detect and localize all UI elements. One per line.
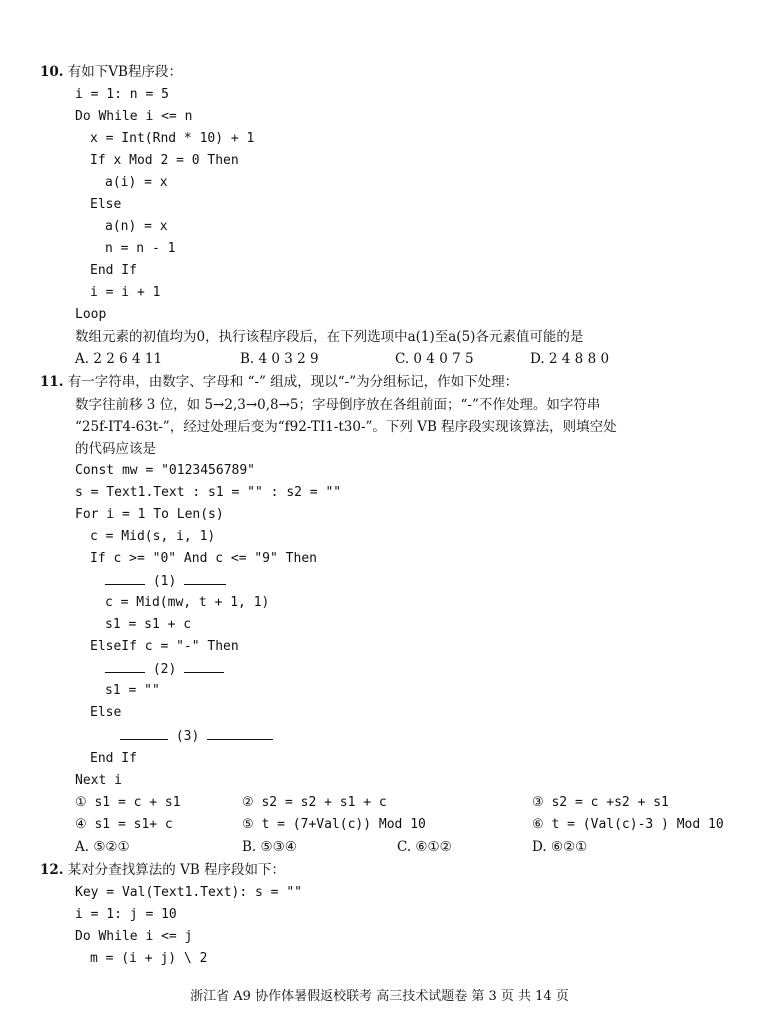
q11-blank-2 (105, 660, 224, 679)
q11-stem-line: “25f-IT4-63t-”，经过处理后变为“f92-TI1-t30-”。下列 VB 程序段实现该算法，则填空处 (75, 419, 617, 435)
blank-label: (1) (152, 574, 177, 589)
q10-number: 10. (40, 64, 64, 80)
q11-code-line: Next i (75, 773, 122, 788)
q12-code-line: Key = Val(Text1.Text): s = "" (75, 885, 302, 900)
blank-label: (3) (175, 729, 200, 744)
blank-underline (184, 572, 226, 585)
blank-label: (2) (152, 662, 177, 677)
q10-header (40, 63, 182, 81)
q11-code-line: Const mw = "0123456789" (75, 463, 256, 478)
blank-underline (184, 660, 224, 673)
q11-stem-line: 的代码应该是 (75, 441, 156, 457)
blank-underline (207, 727, 273, 740)
q11-choice-1: ① s1 = c + s1 (75, 795, 181, 810)
q10-question: 数组元素的初值均为0，执行该程序段后，在下列选项中a(1)至a(5)各元素值可能的是 (75, 329, 584, 345)
q11-number: 11. (40, 374, 64, 390)
q10-code-line: a(i) = x (105, 175, 168, 190)
q11-code-line: s = Text1.Text : s1 = "" : s2 = "" (75, 485, 342, 500)
q10-option-b: B. 4 0 3 2 9 (240, 351, 319, 367)
q10-title: 有如下VB程序段： (67, 64, 182, 80)
q11-choice-4: ④ s1 = s1+ c (75, 817, 173, 832)
q11-choice-3: ③ s2 = c +s2 + s1 (532, 795, 669, 810)
q10-code-line: Else (90, 197, 122, 212)
q12-number: 12. (40, 862, 64, 878)
q11-stem-line: 数字往前移 3 位，如 5→2,3→0,8→5；字母倒序放在各组前面；“-”不作处理。如字符串 (75, 397, 601, 413)
q10-option-a: A. 2 2 6 4 11 (75, 351, 163, 367)
q10-code-line: Loop (75, 307, 107, 322)
q11-header (40, 373, 518, 391)
blank-underline (120, 727, 168, 740)
q11-code-line: s1 = "" (105, 683, 160, 698)
q11-code-line: c = Mid(s, i, 1) (90, 529, 216, 544)
q11-code-line: c = Mid(mw, t + 1, 1) (105, 595, 270, 610)
q11-stem-line: 有一字符串，由数字、字母和 “-” 组成，现以“-”为分组标记，作如下处理： (67, 374, 519, 390)
q11-option-c: C. ⑥①② (397, 839, 452, 855)
q11-code-line: For i = 1 To Len(s) (75, 507, 224, 522)
q11-code-line: s1 = s1 + c (105, 617, 192, 632)
q11-choice-2: ② s2 = s2 + s1 + c (242, 795, 387, 810)
q12-header (40, 861, 285, 879)
q11-code-line: Else (90, 705, 122, 720)
q10-code-line: Do While i <= n (75, 109, 193, 124)
q10-code-line: If x Mod 2 = 0 Then (90, 153, 239, 168)
q10-code-line: x = Int(Rnd * 10) + 1 (90, 131, 255, 146)
q10-code-line: a(n) = x (105, 219, 168, 234)
q11-blank-1 (105, 572, 226, 591)
q11-code-line: ElseIf c = "-" Then (90, 639, 239, 654)
q10-code-line: i = 1: n = 5 (75, 87, 169, 102)
q12-title: 某对分查找算法的 VB 程序段如下： (67, 862, 286, 878)
q11-blank-3 (120, 727, 273, 746)
q11-choice-6: ⑥ t = (Val(c)-3 ) Mod 10 (532, 817, 724, 832)
q10-code-line: i = i + 1 (90, 285, 161, 300)
q11-code-line: If c >= "0" And c <= "9" Then (90, 551, 317, 566)
q11-choice-5: ⑤ t = (7+Val(c)) Mod 10 (242, 817, 426, 832)
q11-option-a: A. ⑤②① (75, 839, 130, 855)
blank-underline (105, 660, 145, 673)
blank-underline (105, 572, 145, 585)
q11-option-d: D. ⑥②① (532, 839, 588, 855)
q10-option-c: C. 0 4 0 7 5 (395, 351, 474, 367)
q12-code-line: Do While i <= j (75, 929, 193, 944)
page-footer: 浙江省 A9 协作体暑假返校联考 高三技术试题卷 第 3 页 共 14 页 (190, 989, 569, 1004)
q11-code-line: End If (90, 751, 137, 766)
q11-option-b: B. ⑤③④ (242, 839, 297, 855)
q12-code-line: i = 1: j = 10 (75, 907, 177, 922)
q12-code-line: m = (i + j) \ 2 (90, 951, 208, 966)
q10-code-line: End If (90, 263, 137, 278)
q10-option-d: D. 2 4 8 8 0 (530, 351, 610, 367)
q10-code-line: n = n - 1 (105, 241, 176, 256)
